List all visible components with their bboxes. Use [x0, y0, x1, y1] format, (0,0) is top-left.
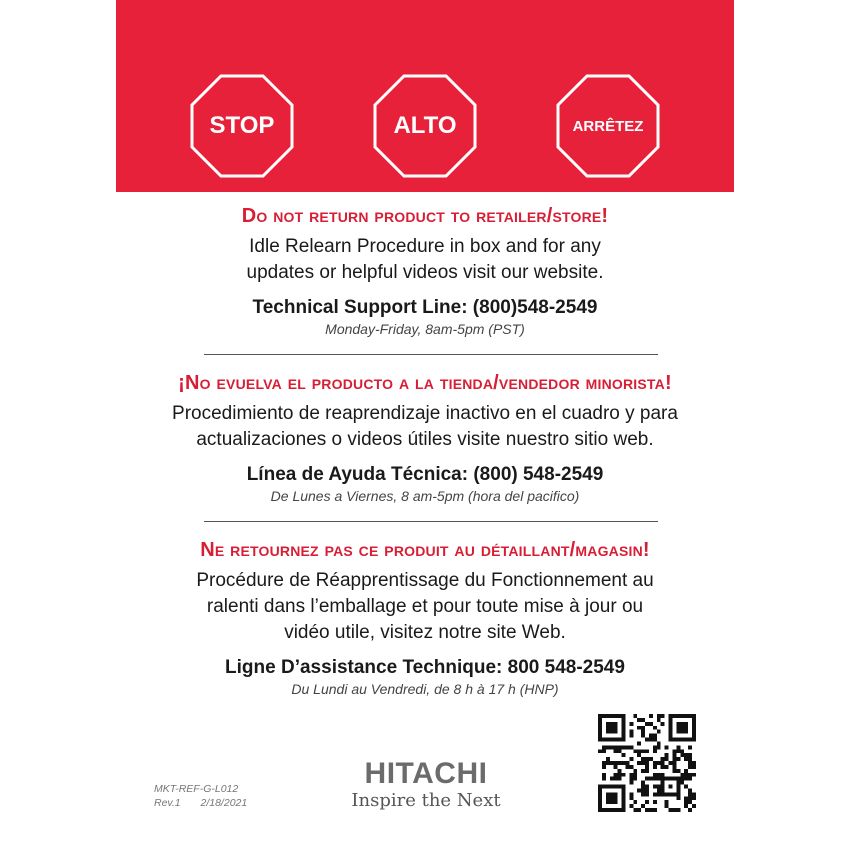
english-body-line: Idle Relearn Procedure in box and for any [249, 236, 601, 257]
french-body-line: Procédure de Réapprentissage du Fonctionnement au [196, 570, 654, 591]
arretez-sign-icon [556, 74, 660, 178]
english-body [116, 234, 734, 286]
stop-sign-label: STOP [209, 112, 275, 139]
spanish-hours: De Lunes a Viernes, 8 am-5pm (hora del pacifico) [270, 488, 580, 504]
french-body-line: ralenti dans l’emballage et pour toute mise à jour ou [206, 596, 644, 617]
document-code [154, 782, 247, 810]
section-divider [204, 354, 658, 355]
english-heading: Do not return product to retailer/store! [241, 205, 609, 227]
logo-tagline: Inspire the Next [351, 790, 501, 811]
french-section [116, 538, 734, 698]
english-support-line: Technical Support Line: (800)548-2549 [252, 297, 598, 318]
spanish-section [116, 371, 734, 505]
qr-code-icon[interactable] [598, 714, 696, 812]
revision-text: Rev.1 [154, 797, 181, 809]
english-body-line: updates or helpful videos visit our website. [246, 262, 604, 283]
stop-banner [116, 0, 734, 192]
stop-sign-icon [190, 74, 294, 178]
french-heading: Ne retournez pas ce produit au détaillant/magasin! [200, 539, 650, 561]
alto-sign-icon [373, 74, 477, 178]
instruction-card [116, 0, 734, 850]
revision-line [154, 796, 247, 810]
spanish-body [116, 401, 734, 453]
arretez-sign-label: ARRÊTEZ [572, 117, 644, 135]
english-hours: Monday-Friday, 8am-5pm (PST) [325, 321, 525, 337]
french-body-line: vidéo utile, visitez notre site Web. [284, 622, 566, 643]
french-support-line: Ligne D’assistance Technique: 800 548-2549 [225, 657, 625, 678]
revision-date: 2/18/2021 [200, 797, 248, 809]
logo-brand: HITACHI [364, 757, 488, 790]
doc-code-text: MKT-REF-G-L012 [154, 783, 239, 795]
french-body [116, 568, 734, 646]
spanish-body-line: actualizaciones o videos útiles visite nuestro sitio web. [196, 429, 654, 450]
alto-sign-label: ALTO [393, 112, 457, 139]
spanish-support-line: Línea de Ayuda Técnica: (800) 548-2549 [246, 464, 604, 485]
spanish-heading: ¡No evuelva el producto a la tienda/vendedor minorista! [178, 372, 672, 394]
french-hours: Du Lundi au Vendredi, de 8 h à 17 h (HNP) [291, 681, 559, 697]
section-divider [204, 521, 658, 522]
hitachi-logo [336, 758, 516, 812]
english-section [116, 204, 734, 338]
spanish-body-line: Procedimiento de reaprendizaje inactivo en el cuadro y para [172, 403, 678, 424]
